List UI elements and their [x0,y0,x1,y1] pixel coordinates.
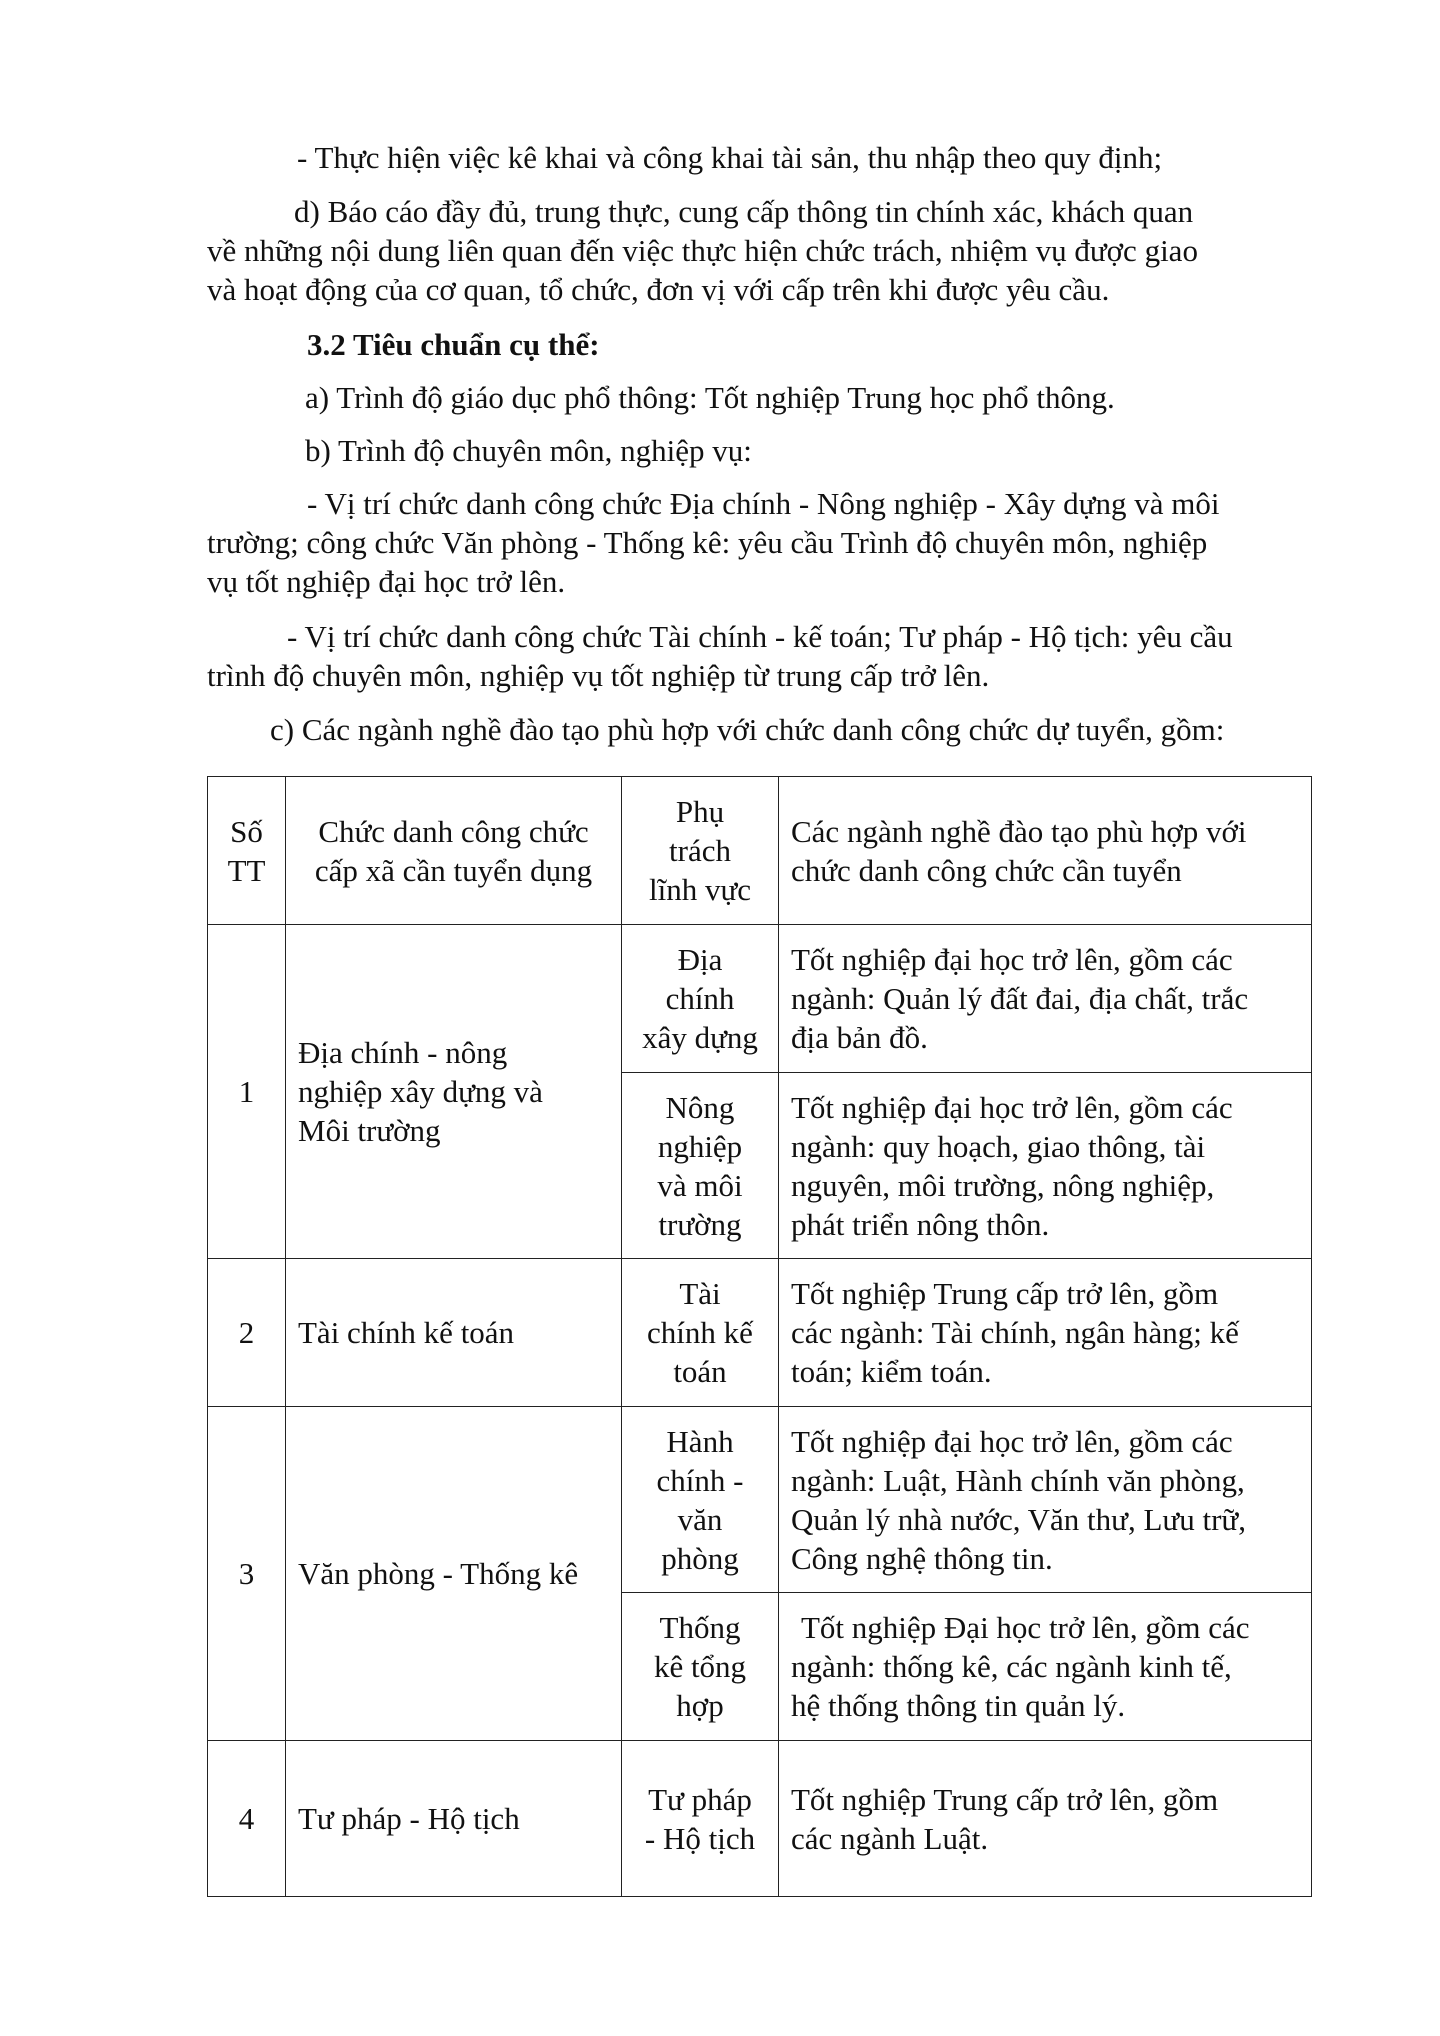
cell-requirements: Tốt nghiệp Trung cấp trở lên, gồm các ngành: Tài chính, ngân hàng; kế toán; kiểm toán. [779,1259,1312,1407]
text-line: và hoạt động của cơ quan, tổ chức, đơn vị với cấp trên khi được yêu cầu. [207,272,1110,307]
table-row [208,1741,1312,1897]
paragraph-professional-level [207,431,1311,470]
cell-position-title: Tư pháp - Hộ tịch [286,1741,622,1897]
paragraph-asset-declaration [207,138,1311,177]
paragraph-position-university [207,484,1311,601]
heading-text: 3.2 Tiêu chuẩn cụ thể: [307,327,600,362]
cell-stt: 2 [208,1259,286,1407]
paragraph-reporting [207,192,1311,309]
text-line: c) Các ngành nghề đào tạo phù hợp với chức danh công chức dự tuyển, gồm: [270,712,1225,747]
cell-field: Tài chính kế toán [622,1259,779,1407]
paragraph-training-fields [207,710,1311,749]
text-line: - Thực hiện việc kê khai và công khai tài sản, thu nhập theo quy định; [297,140,1163,175]
cell-field: Địa chính xây dựng [622,925,779,1073]
text-line: vụ tốt nghiệp đại học trở lên. [207,564,566,599]
cell-stt: 1 [208,925,286,1259]
header-stt: Số TT [208,777,286,925]
text-line: - Vị trí chức danh công chức Địa chính - Nông nghiệp - Xây dựng và môi [307,486,1220,521]
cell-field: Tư pháp - Hộ tịch [622,1741,779,1897]
cell-field: Nông nghiệp và môi trường [622,1073,779,1259]
paragraph-position-intermediate [207,617,1311,695]
cell-field: Thống kê tổng hợp [622,1593,779,1741]
cell-position-title: Địa chính - nông nghiệp xây dựng và Môi trường [286,925,622,1259]
paragraph-education-level [207,378,1311,417]
cell-position-title: Văn phòng - Thống kê [286,1407,622,1741]
text-line: về những nội dung liên quan đến việc thực hiện chức trách, nhiệm vụ được giao [207,233,1198,268]
cell-requirements: Tốt nghiệp đại học trở lên, gồm các ngành: Quản lý đất đai, địa chất, trắc địa bản đồ. [779,925,1312,1073]
training-requirements-table [207,776,1312,1897]
section-heading [207,325,1311,364]
cell-requirements: Tốt nghiệp Đại học trở lên, gồm các ngành: thống kê, các ngành kinh tế, hệ thống thông tin quản lý. [779,1593,1312,1741]
cell-requirements: Tốt nghiệp đại học trở lên, gồm các ngành: Luật, Hành chính văn phòng, Quản lý nhà nước, Văn thư, Lưu trữ, Công nghệ thông tin. [779,1407,1312,1593]
cell-requirements: Tốt nghiệp đại học trở lên, gồm các ngành: quy hoạch, giao thông, tài nguyên, môi trường, nông nghiệp, phát triển nông thôn. [779,1073,1312,1259]
cell-stt: 4 [208,1741,286,1897]
cell-stt: 3 [208,1407,286,1741]
cell-requirements: Tốt nghiệp Trung cấp trở lên, gồm các ngành Luật. [779,1741,1312,1897]
table-row [208,925,1312,1073]
cell-position-title: Tài chính kế toán [286,1259,622,1407]
text-line: b) Trình độ chuyên môn, nghiệp vụ: [305,433,752,468]
header-field: Phụ trách lĩnh vực [622,777,779,925]
table-row [208,1407,1312,1593]
header-position-title: Chức danh công chức cấp xã cần tuyển dụng [286,777,622,925]
table-header-row [208,777,1312,925]
table-row [208,1259,1312,1407]
cell-field: Hành chính - văn phòng [622,1407,779,1593]
text-line: a) Trình độ giáo dục phổ thông: Tốt nghiệp Trung học phổ thông. [305,380,1115,415]
text-line: d) Báo cáo đầy đủ, trung thực, cung cấp thông tin chính xác, khách quan [294,194,1194,229]
text-line: - Vị trí chức danh công chức Tài chính - kế toán; Tư pháp - Hộ tịch: yêu cầu [287,619,1233,654]
text-line: trình độ chuyên môn, nghiệp vụ tốt nghiệp từ trung cấp trở lên. [207,658,990,693]
text-line: trường; công chức Văn phòng - Thống kê: yêu cầu Trình độ chuyên môn, nghiệp [207,525,1208,560]
header-requirements: Các ngành nghề đào tạo phù hợp với chức danh công chức cần tuyển [779,777,1312,925]
